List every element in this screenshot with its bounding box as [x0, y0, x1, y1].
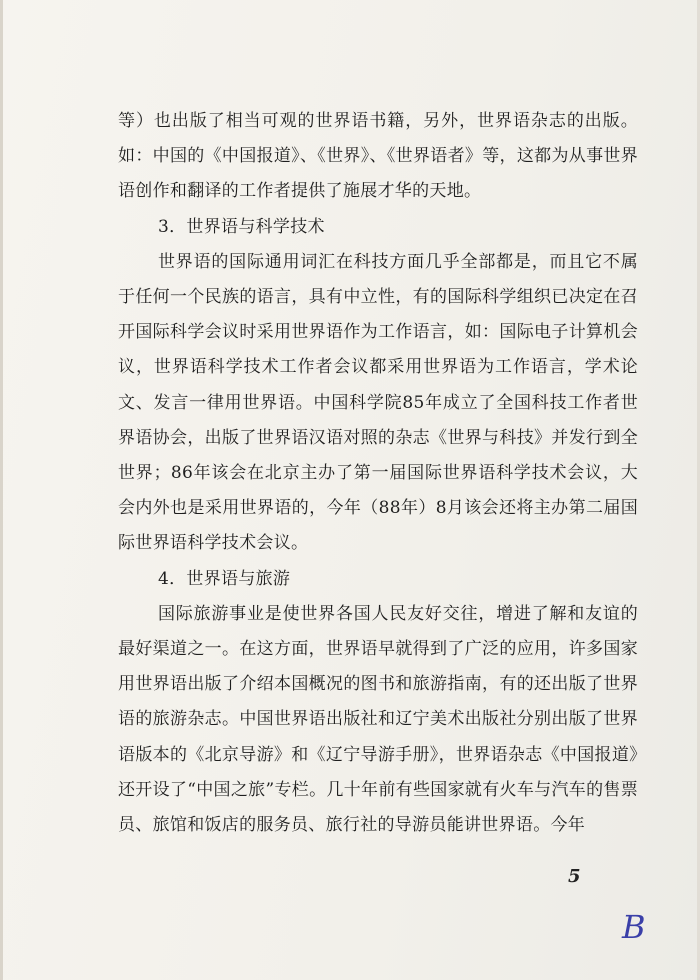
paragraph-3: 国际旅游事业是使世界各国人民友好交往，增进了解和友谊的最好渠道之一。在这方面，世界语早就得到了广泛的应用，许多国家用世界语出版了介绍本国概况的图书和旅游指南，有的还出版了世界语的旅游杂志。中国世界语出版社和辽宁美术出版社分别出版了世界语版本的《北京导游》和《辽宁导游手册》，世界语杂志《中国报道》还开设了“中国之旅”专栏。几十年前有些国家就有火车与汽车的售票员、旅馆和饭店的服务员、旅行社的导游员能讲世界语。今年 [118, 603, 638, 836]
paragraph-1: 等）也出版了相当可观的世界语书籍，另外，世界语杂志的出版。如：中国的《中国报道》、《世界》、《世界语者》等，这都为从事世界语创作和翻译的工作者提供了施展才华的天地。 [118, 111, 638, 202]
section-heading-4: 4．世界语与旅游 [158, 568, 291, 589]
document-body [118, 104, 638, 843]
handwritten-mark: B [622, 908, 646, 946]
paragraph-2: 世界语的国际通用词汇在科技方面几乎全部都是，而且它不属于任何一个民族的语言，具有中立性，有的国际科学组织已决定在召开国际科学会议时采用世界语作为工作语言，如：国际电子计算机会议，世界语科学技术工作者会议都采用世界语为工作语言，学术论文、发言一律用世界语。中国科学院85年成立了全国科技工作者世界语协会，出版了世界语汉语对照的杂志《世界与科技》并发行到全世界；86年该会在北京主办了第一届国际世界语科学技术会议，大会内外也是采用世界语的，今年（88年）8月该会还将主办第二届国际世界语科学技术会议。 [118, 251, 638, 554]
page-number: 5 [568, 866, 581, 887]
section-heading-3: 3．世界语与科学技术 [158, 216, 325, 237]
